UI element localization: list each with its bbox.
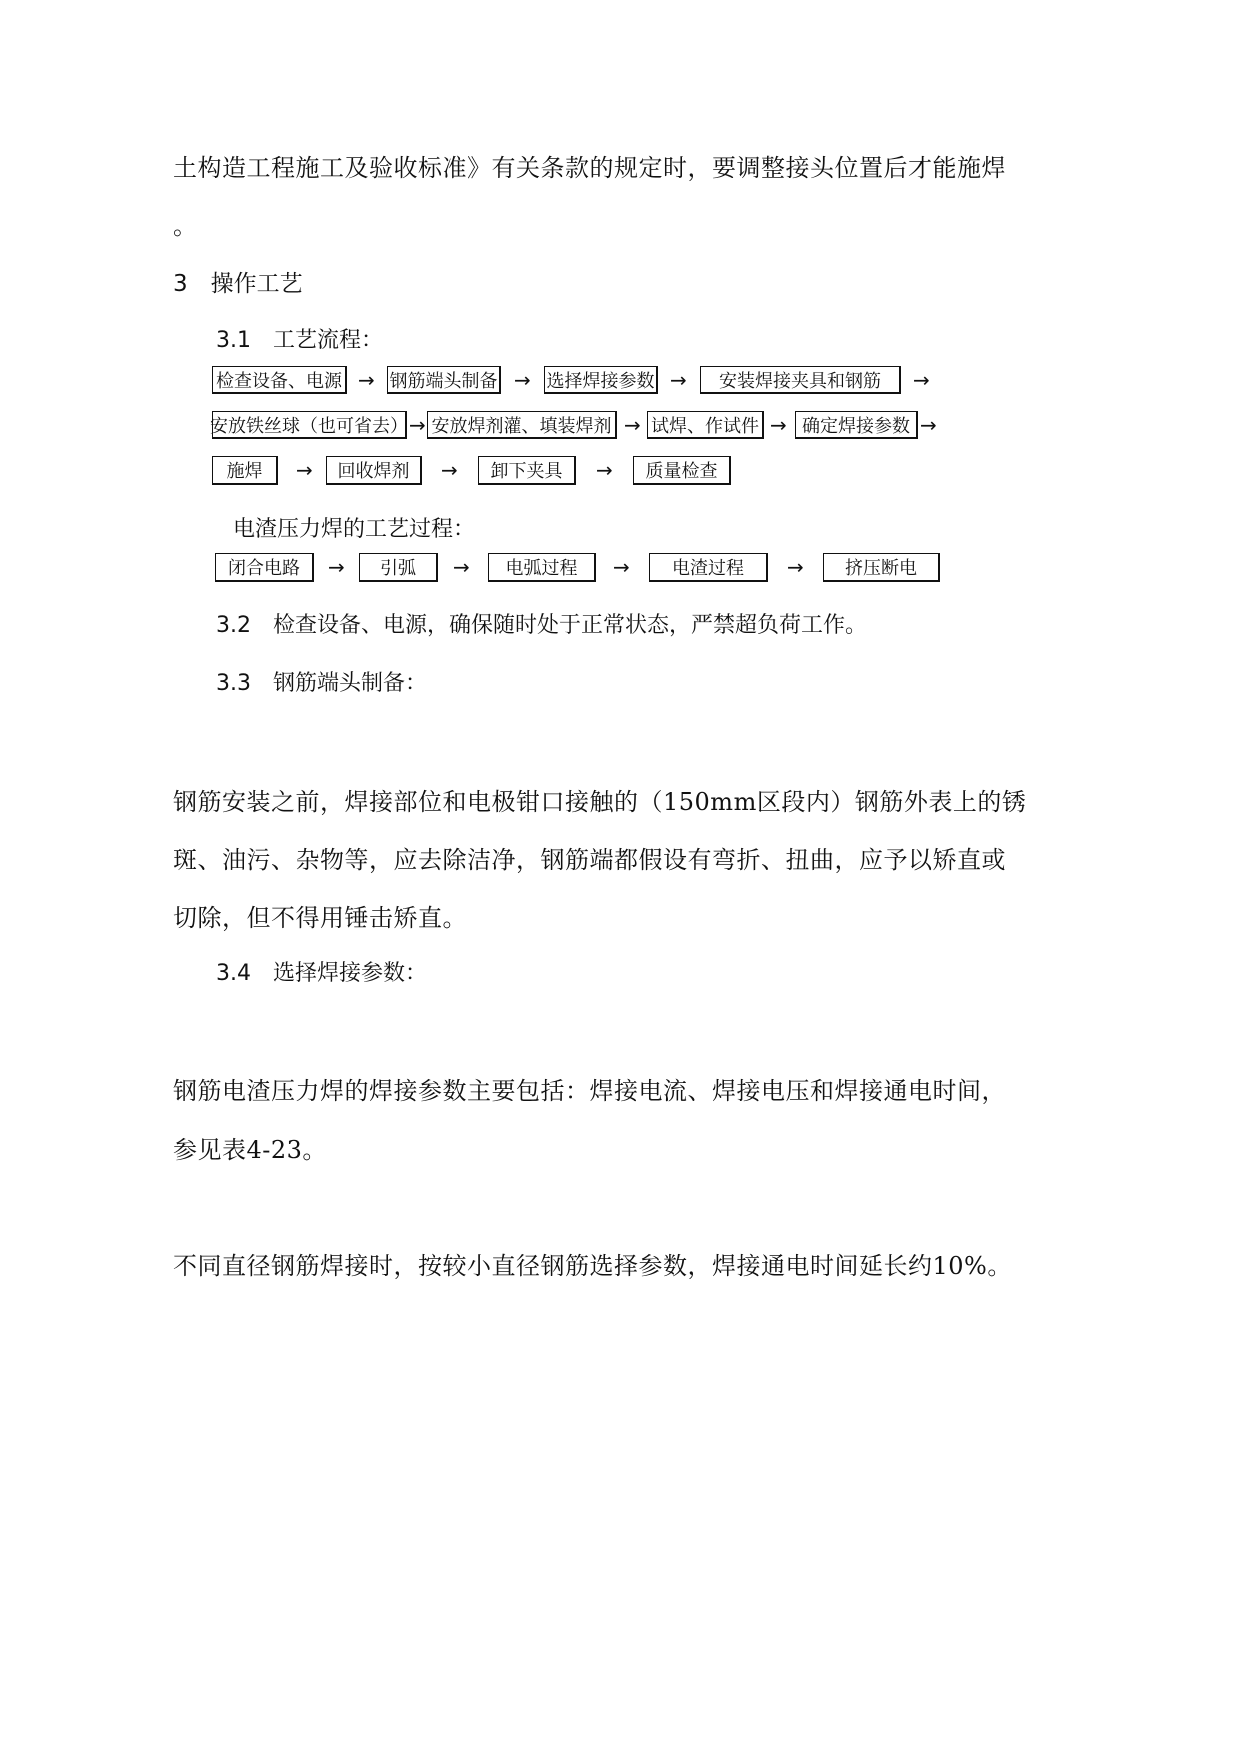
subsection-3-4-heading — [216, 956, 427, 987]
subsection-3-2 — [216, 608, 867, 639]
flow-arrow: → — [913, 368, 930, 392]
flow-arrow: → — [596, 458, 613, 482]
subsection-number: 3.3 — [216, 671, 251, 696]
flow-step-box: 选择焊接参数 — [544, 366, 658, 394]
subsection-title: 钢筋端头制备： — [273, 671, 428, 696]
subsection-title: 选择焊接参数： — [273, 961, 428, 986]
process-step-box: 电渣过程 — [649, 553, 768, 582]
flow-arrow: → — [453, 555, 470, 579]
flow-step-box: 检查设备、电源 — [212, 366, 347, 394]
flow-step-box: 施焊 — [212, 456, 278, 485]
subsection-title: 工艺流程： — [273, 328, 384, 353]
flow-arrow: → — [613, 555, 630, 579]
flow-step-box: 卸下夹具 — [478, 456, 576, 485]
flow-step-box: 试焊、作试件 — [647, 411, 764, 439]
subsection-text: 检查设备、电源，确保随时处于正常状态，严禁超负荷工作。 — [273, 613, 868, 638]
flow-arrow: → — [920, 413, 937, 437]
subsection-number: 3.4 — [216, 961, 251, 986]
process-step-box: 引弧 — [359, 553, 438, 582]
paragraph-line: 切除，但不得用锤击矫直。 — [173, 904, 467, 932]
flow-step-box: 回收焊剂 — [326, 456, 422, 485]
paragraph-line: 钢筋电渣压力焊的焊接参数主要包括：焊接电流、焊接电压和焊接通电时间， — [173, 1077, 1006, 1105]
subsection-number: 3.2 — [216, 613, 251, 638]
flow-step-box: 安装焊接夹具和钢筋 — [700, 366, 901, 394]
process-step-box: 挤压断电 — [823, 553, 940, 582]
subsection-3-1-heading — [216, 323, 383, 354]
flow-step-box: 安放铁丝球（也可省去） — [212, 411, 407, 439]
process-step-box: 闭合电路 — [215, 553, 314, 582]
flow-step-box: 确定焊接参数 — [795, 411, 918, 439]
subsection-number: 3.1 — [216, 328, 251, 353]
paragraph-line: 钢筋安装之前，焊接部位和电极钳口接触的（150mm区段内）钢筋外表上的锈 — [173, 788, 1027, 816]
process-step-box: 电弧过程 — [488, 553, 596, 582]
flow-arrow: → — [441, 458, 458, 482]
flow-arrow: → — [514, 368, 531, 392]
paragraph-line: 参见表4-23。 — [173, 1136, 327, 1164]
flow-arrow: → — [409, 413, 426, 437]
paragraph-line: 不同直径钢筋焊接时，按较小直径钢筋选择参数，焊接通电时间延长约10%。 — [173, 1252, 1012, 1280]
flow-arrow: → — [358, 368, 375, 392]
flow-step-box: 钢筋端头制备 — [387, 366, 501, 394]
flow-arrow: → — [296, 458, 313, 482]
flow-arrow: → — [328, 555, 345, 579]
subsection-3-3-heading — [216, 666, 427, 697]
flow-arrow: → — [770, 413, 787, 437]
flow-arrow: → — [624, 413, 641, 437]
electroslag-process-title: 电渣压力焊的工艺过程： — [233, 517, 476, 542]
paragraph-line: 斑、油污、杂物等，应去除洁净，钢筋端都假设有弯折、扭曲，应予以矫直或 — [173, 846, 1006, 874]
section-heading: 3 操作工艺 — [173, 271, 303, 297]
paragraph-line: 土构造工程施工及验收标准》有关条款的规定时，要调整接头位置后才能施焊 — [173, 154, 1006, 182]
flow-arrow: → — [787, 555, 804, 579]
flow-step-box: 安放焊剂灌、填装焊剂 — [427, 411, 617, 439]
flow-arrow: → — [670, 368, 687, 392]
flow-step-box: 质量检查 — [633, 456, 731, 485]
paragraph-line: 。 — [173, 212, 198, 240]
